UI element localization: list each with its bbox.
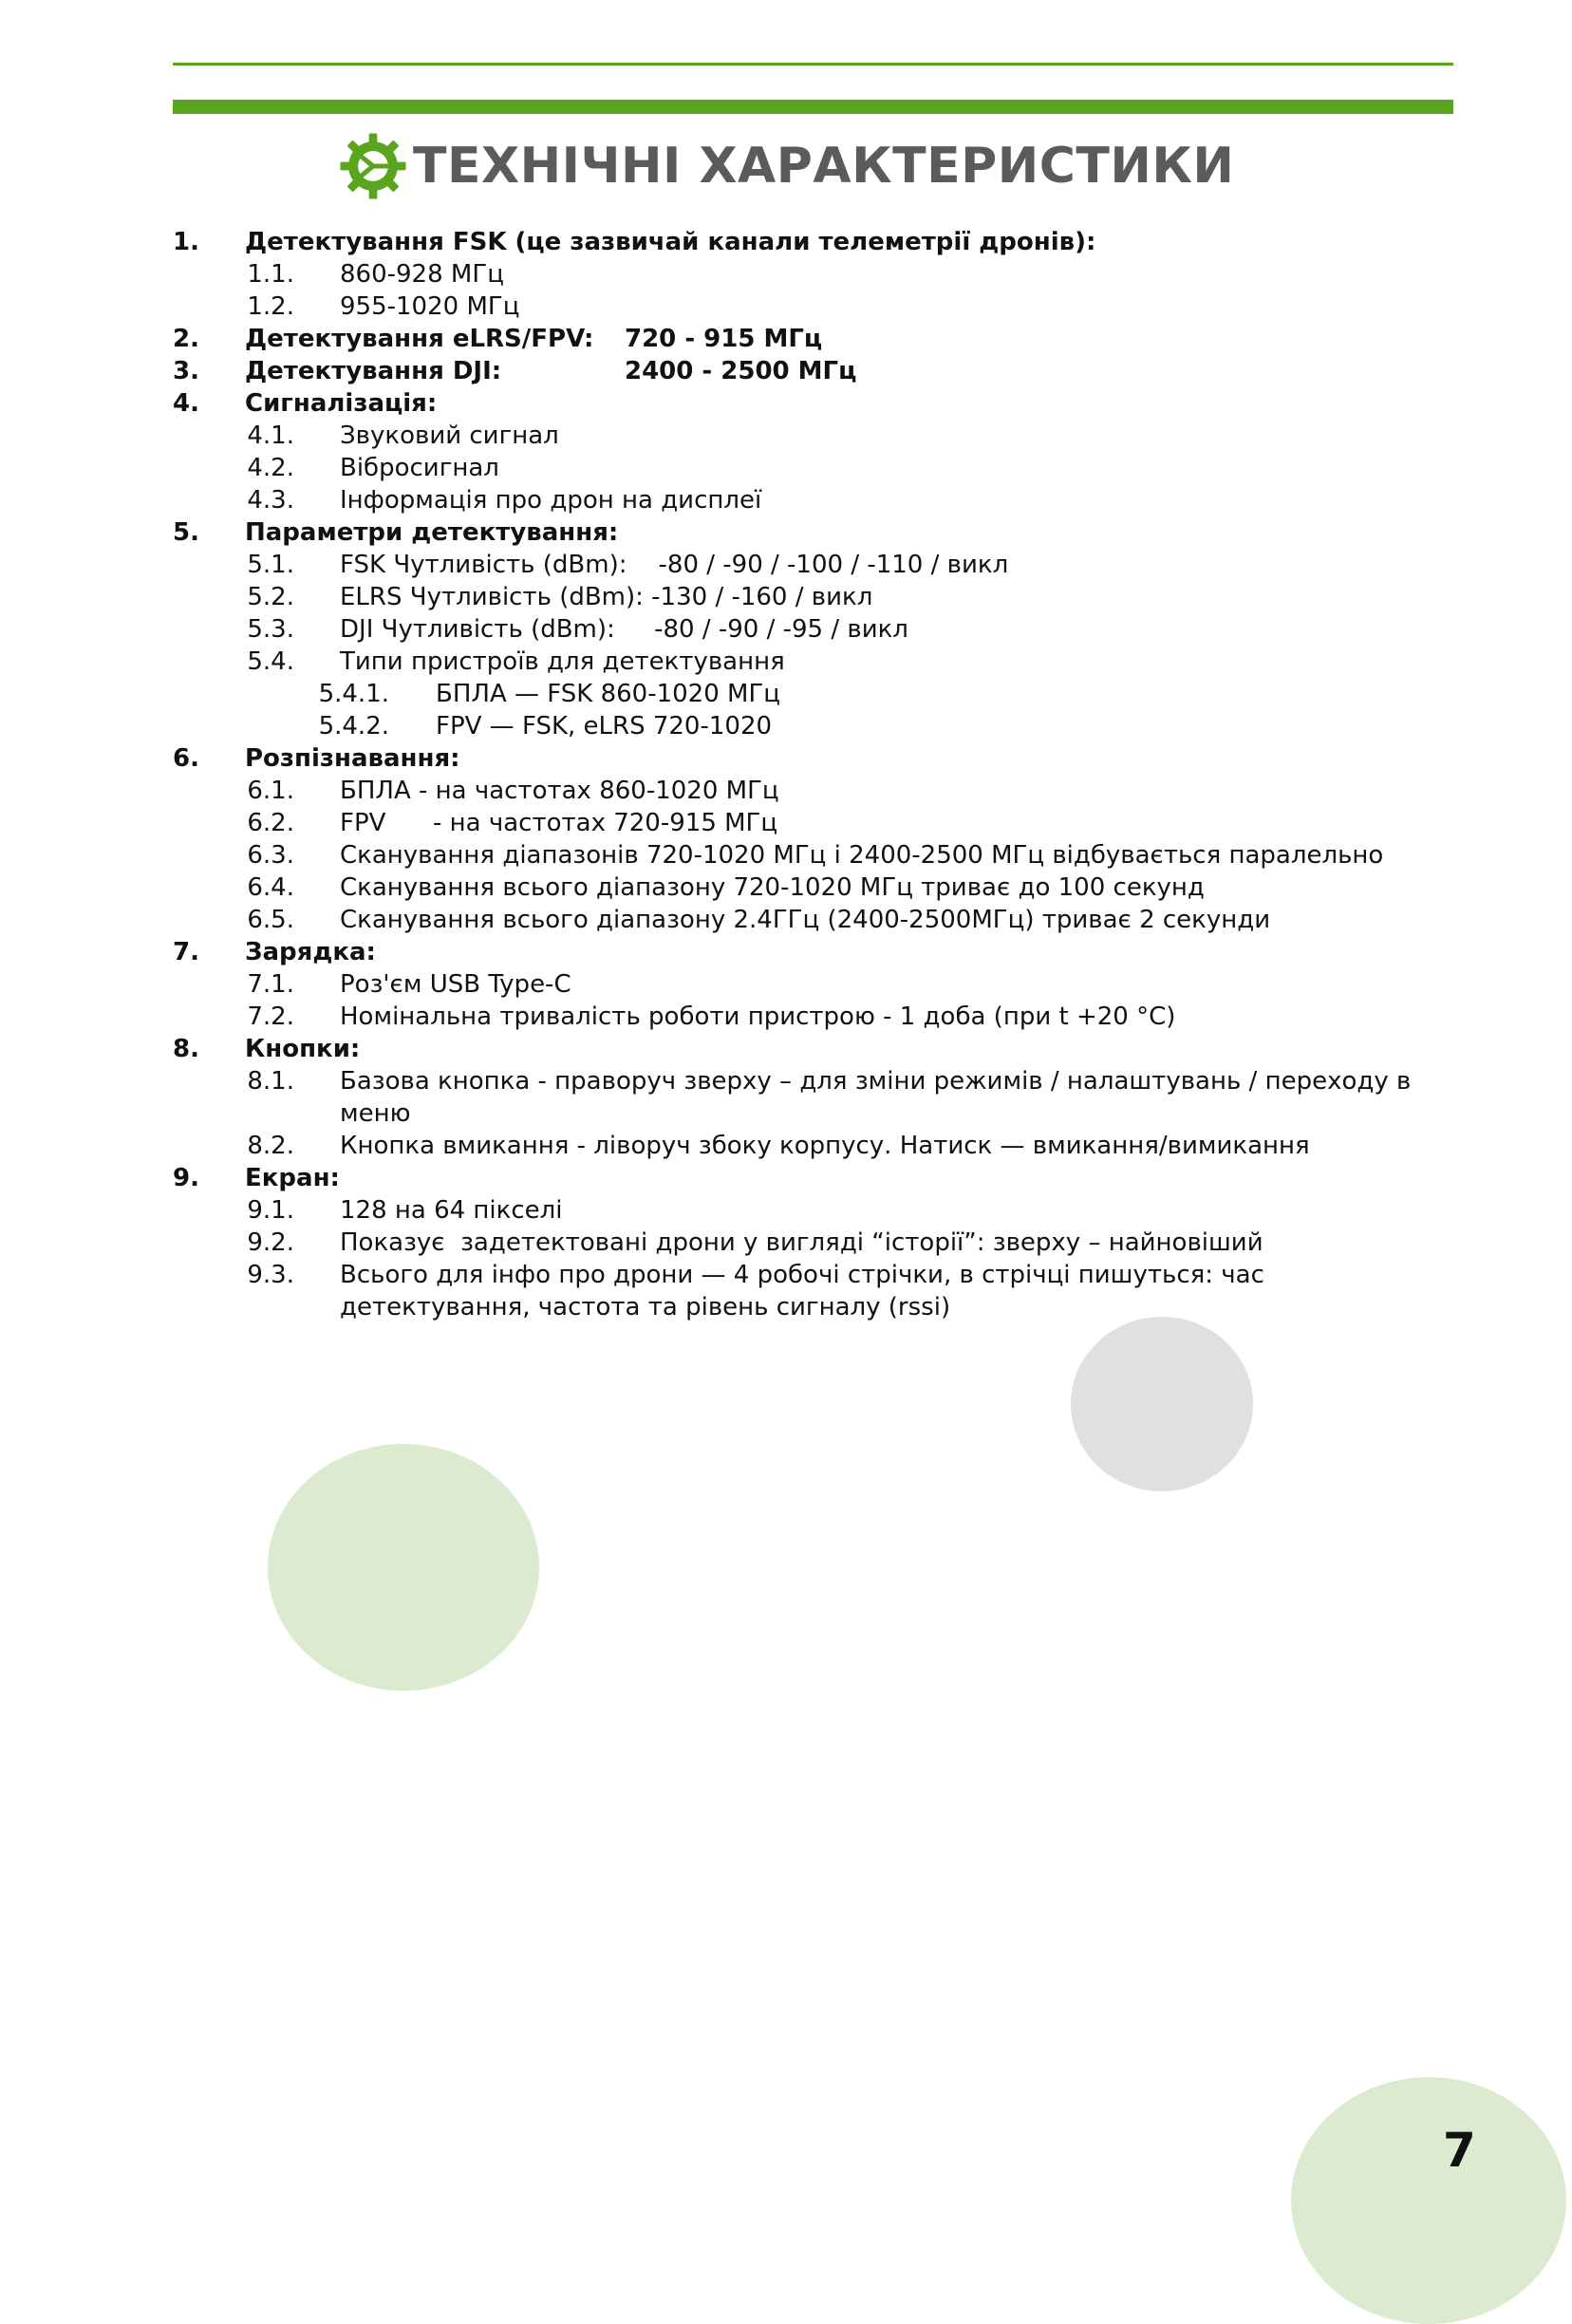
list-item: 5.4.1. БПЛА — FSK 860-1020 МГц [318, 680, 780, 708]
band-value: 2400 - 2500 МГц [625, 357, 857, 385]
list-item: 8. Кнопки: [173, 1035, 361, 1063]
list-item: 6.2. FPV - на частотах 720-915 МГц [247, 809, 778, 837]
list-item: 6.3. Сканування діапазонів 720-1020 МГц і 2400-2500 МГц відбувається паралельно [247, 841, 1384, 870]
list-item: 5.4.2. FPV — FSK, eLRS 720-1020 [318, 712, 773, 740]
list-item: 5. Параметри детектування: [173, 518, 619, 547]
list-item: 9.2. Показує задетектовані дрони у вигляді “історії”: зверху – найновіший [247, 1228, 1263, 1257]
page-number-circle [1291, 2077, 1566, 2324]
list-item: 4.3. Інформація про дрон на дисплеї [247, 486, 762, 515]
list-item: 7.2. Номінальна тривалість роботи пристрою - 1 доба (при t +20 °C) [247, 1003, 1176, 1031]
list-item: 8.2. Кнопка вмикання - ліворуч збоку корпусу. Натиск — вмикання/вимикання [247, 1132, 1310, 1160]
decorative-circle-gray [1071, 1317, 1253, 1491]
list-item: 4.2. Вібросигнал [247, 454, 499, 482]
list-item: 5.2. ELRS Чутливість (dBm): -130 / -160 / викл [247, 583, 873, 611]
list-item: 6.5. Сканування всього діапазону 2.4ГГц (2400-2500МГц) триває 2 секунди [247, 906, 1271, 934]
list-item: 5.1. FSK Чутливість (dBm): -80 / -90 / -100 / -110 / викл [247, 551, 1009, 579]
list-item: 6.1. БПЛА - на частотах 860-1020 МГц [247, 777, 779, 805]
list-item: 1.1. 860-928 МГц [247, 260, 504, 289]
list-item: 8.1. Базова кнопка - праворуч зверху – для зміни режимів / налаштувань / переходу в меню [247, 1067, 1412, 1128]
list-item: 1. Детектування FSK (це зазвичай канали телеметрії дронів): [173, 228, 1096, 256]
list-item: 2. Детектування eLRS/FPV: 720 - 915 МГц [173, 325, 823, 353]
list-item: 7. Зарядка: [173, 938, 376, 966]
list-item: 6.4. Сканування всього діапазону 720-1020 МГц триває до 100 секунд [247, 873, 1205, 902]
list-item: 4. Сигналізація: [173, 389, 438, 418]
list-item: 5.3. DJI Чутливість (dBm): -80 / -90 / -95 / викл [247, 615, 908, 644]
list-item: 9.3. Всього для інфо про дрони — 4 робочі стрічки, в стрічці пишуться: час детектування, частота та рівень сигналу (rssi) [247, 1261, 1264, 1321]
list-item: 6. Розпізнавання: [173, 744, 460, 773]
list-item: 4.1. Звуковий сигнал [247, 422, 559, 450]
page-number: 7 [1443, 2123, 1476, 2178]
list-item: 1.2. 955-1020 МГц [247, 292, 520, 321]
page-title: ТЕХНІЧНІ ХАРАКТЕРИСТИКИ [413, 138, 1235, 195]
decorative-circle-green [268, 1444, 539, 1691]
page-header [339, 133, 1234, 199]
list-item: 5.4. Типи пристроїв для детектування [247, 647, 785, 676]
list-item: 9. Екран: [173, 1164, 340, 1192]
gear-icon [339, 132, 407, 200]
list-item: 7.1. Роз'єм USB Type-C [247, 970, 571, 999]
spec-list [0, 226, 1572, 1323]
top-rule-thin [173, 63, 1453, 66]
list-item: 9.1. 128 на 64 пікселі [247, 1196, 563, 1225]
band-value: 720 - 915 МГц [625, 325, 823, 353]
top-rule-thick [173, 100, 1453, 114]
list-item: 3. Детектування DJI: 2400 - 2500 МГц [173, 357, 857, 385]
